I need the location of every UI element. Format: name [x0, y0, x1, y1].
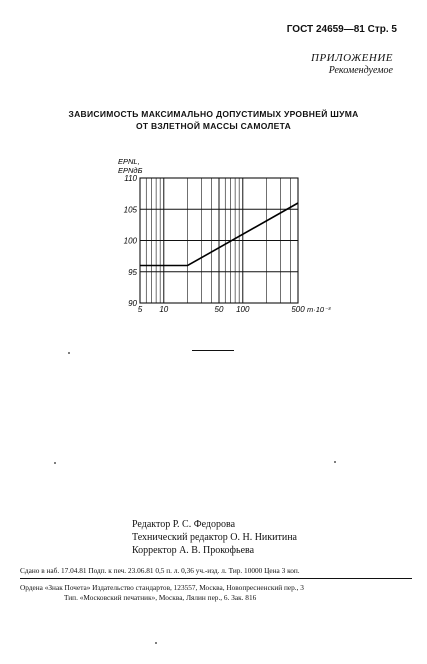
page-header: ГОСТ 24659—81 Стр. 5	[286, 24, 397, 35]
x-tick-label: 500	[291, 305, 305, 314]
imprint-line-2: Ордена «Знак Почета» Издательство стандартов, 123557, Москва, Новопресненский пер., 3	[20, 583, 304, 592]
y-tick-label: 110	[124, 174, 137, 183]
imprint-footer	[20, 566, 412, 603]
x-axis-label: m·10⁻³	[307, 305, 331, 314]
print-speck	[334, 461, 336, 463]
imprint-line-1: Сдано в наб. 17.04.81 Подп. к печ. 23.06.81 0,5 п. л. 0,36 уч.-изд. л. Тир. 10000 Цена 3 коп.	[20, 566, 412, 579]
appendix-status: Рекомендуемое	[328, 65, 393, 76]
chart-title-line-2: ОТ ВЗЛЕТНОЙ МАССЫ САМОЛЕТА	[135, 121, 292, 131]
y-tick-label: 90	[128, 299, 137, 308]
chart-title-line-1: ЗАВИСИМОСТЬ МАКСИМАЛЬНО ДОПУСТИМЫХ УРОВНЕЙ ШУМА	[68, 109, 359, 119]
x-tick-label: 5	[137, 305, 143, 314]
appendix-block	[311, 52, 393, 76]
imprint-line-3: Тип. «Московский печатник», Москва, Лялин пер., 6. Зак. 816	[64, 593, 257, 602]
corrector-credit: Корректор А. В. Прокофьева	[132, 545, 255, 556]
y-axis-label-line-2: EPNдБ	[118, 166, 143, 175]
print-speck	[54, 462, 56, 464]
y-tick-label: 105	[123, 205, 137, 215]
noise-level-chart	[110, 155, 331, 330]
print-speck	[155, 642, 157, 644]
grid	[140, 178, 298, 303]
y-tick-label: 100	[123, 236, 137, 246]
y-tick-label: 95	[128, 267, 137, 277]
x-tick-label: 10	[159, 305, 169, 314]
chart-title	[0, 108, 427, 132]
section-divider	[192, 350, 234, 351]
editor-credit: Редактор Р. С. Федорова	[132, 519, 236, 530]
x-tick-label: 100	[236, 305, 250, 314]
credits-block	[100, 518, 370, 557]
print-speck	[68, 352, 70, 354]
x-tick-label: 50	[214, 305, 224, 314]
y-axis-label-line-1: EPNL,	[118, 157, 140, 166]
appendix-label: ПРИЛОЖЕНИЕ	[311, 52, 393, 64]
tech-editor-credit: Технический редактор О. Н. Никитина	[132, 532, 297, 543]
tick-labels	[124, 174, 306, 314]
